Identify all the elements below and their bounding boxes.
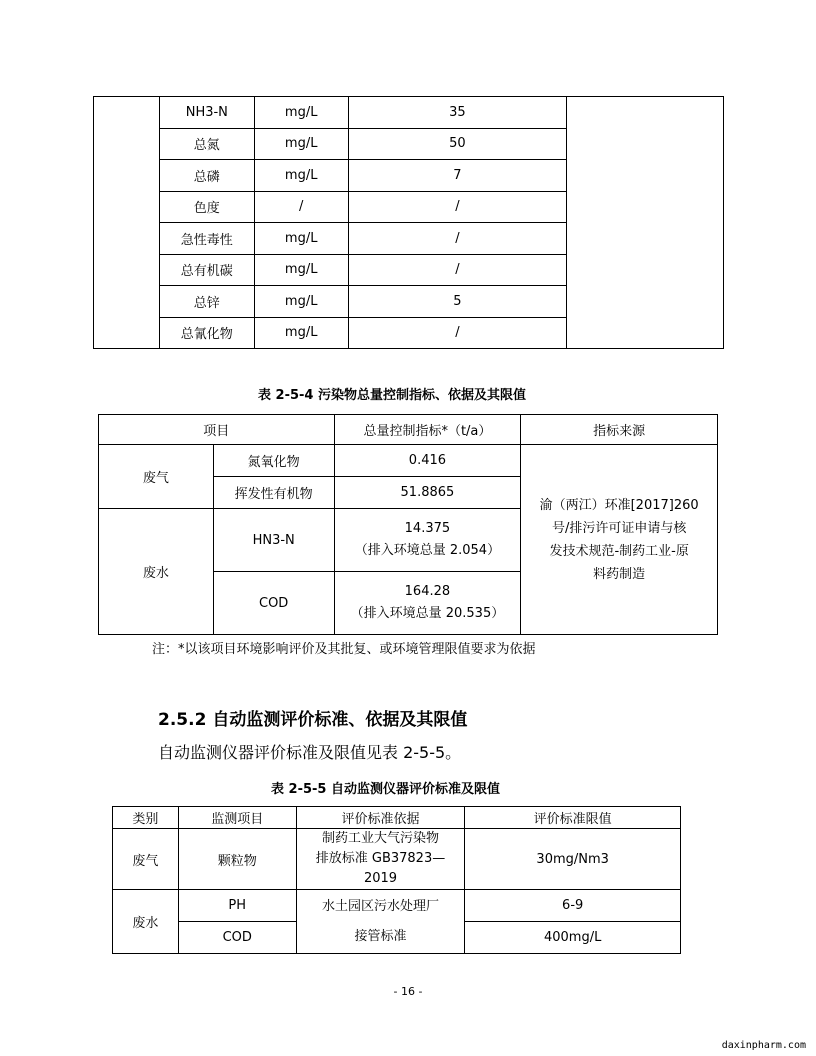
- unit-cell: mg/L: [254, 160, 348, 192]
- unit-cell: mg/L: [254, 286, 348, 318]
- header-basis: 评价标准依据: [296, 807, 465, 829]
- table-row: [99, 445, 718, 477]
- item-cell: 氮氧化物: [213, 445, 334, 477]
- item-cell: PH: [178, 890, 296, 922]
- basis-line: 制药工业大气污染物: [321, 831, 439, 846]
- item-cell: HN3-N: [213, 509, 334, 572]
- limit-value: 7: [348, 160, 567, 192]
- value-cell: [334, 572, 521, 635]
- limit-value: /: [348, 317, 567, 349]
- table-header-row: [99, 415, 718, 445]
- value-note: （排入环境总量 20.535）: [350, 606, 505, 621]
- category-water: 废水: [99, 509, 214, 635]
- category-water: 废水: [113, 890, 179, 954]
- auto-monitoring-table: [112, 806, 681, 954]
- section-paragraph: 自动监测仪器评价标准及限值见表 2-5-5。: [158, 743, 462, 762]
- limit-value: 35: [348, 97, 567, 129]
- item-cell: COD: [178, 922, 296, 954]
- table-header-row: [113, 807, 681, 829]
- pollutant-name: 总氰化物: [159, 317, 254, 349]
- item-cell: 挥发性有机物: [213, 477, 334, 509]
- source-line: 渝（两江）环准[2017]260: [539, 497, 699, 513]
- pollutant-name: 总氮: [159, 128, 254, 160]
- unit-cell: mg/L: [254, 223, 348, 255]
- unit-cell: mg/L: [254, 317, 348, 349]
- header-total-index: 总量控制指标*（t/a）: [334, 415, 521, 445]
- limit-cell: 30mg/Nm3: [465, 829, 681, 890]
- basis-cell: [296, 829, 465, 890]
- merged-right-cell: [567, 97, 724, 349]
- pollutant-name: 急性毒性: [159, 223, 254, 255]
- limit-value: /: [348, 254, 567, 286]
- table-row: [113, 890, 681, 922]
- source-line: 号/排污许可证申请与核: [551, 520, 687, 536]
- header-item: 监测项目: [178, 807, 296, 829]
- unit-cell: /: [254, 191, 348, 223]
- header-item: 项目: [99, 415, 335, 445]
- limit-cell: 6-9: [465, 890, 681, 922]
- unit-cell: mg/L: [254, 128, 348, 160]
- value-cell: [334, 509, 521, 572]
- limit-cell: 400mg/L: [465, 922, 681, 954]
- pollutant-name: 色度: [159, 191, 254, 223]
- watermark-text: daxinpharm.com: [721, 1040, 806, 1051]
- table-row: [113, 829, 681, 890]
- header-limit: 评价标准限值: [465, 807, 681, 829]
- table-row: [94, 97, 724, 129]
- basis-line: 排放标准 GB37823—: [315, 851, 446, 866]
- page-number: - 16 -: [393, 985, 423, 998]
- basis-cell: [296, 890, 465, 954]
- header-category: 类别: [113, 807, 179, 829]
- header-source: 指标来源: [521, 415, 718, 445]
- pollutant-name: 总有机碳: [159, 254, 254, 286]
- unit-cell: mg/L: [254, 97, 348, 129]
- limit-value: /: [348, 191, 567, 223]
- value-cell: 51.8865: [334, 477, 521, 509]
- source-line: 料药制造: [593, 566, 646, 582]
- basis-line: 2019: [363, 871, 398, 886]
- value-main: 14.375: [404, 521, 451, 536]
- merged-left-cell: [94, 97, 160, 349]
- limit-value: 5: [348, 286, 567, 318]
- pollutant-name: 总锌: [159, 286, 254, 318]
- value-note: （排入环境总量 2.054）: [354, 543, 501, 558]
- water-limits-table: [93, 96, 724, 349]
- value-cell: 0.416: [334, 445, 521, 477]
- value-main: 164.28: [404, 584, 451, 599]
- unit-cell: mg/L: [254, 254, 348, 286]
- table-caption-2-5-4: 表 2-5-4 污染物总量控制指标、依据及其限值: [258, 388, 526, 403]
- pollutant-name: NH3-N: [159, 97, 254, 129]
- total-control-table: [98, 414, 718, 635]
- section-heading: 2.5.2 自动监测评价标准、依据及其限值: [158, 710, 468, 730]
- source-cell: [521, 445, 718, 635]
- limit-value: 50: [348, 128, 567, 160]
- item-cell: 颗粒物: [178, 829, 296, 890]
- table-footnote: 注：*以该项目环境影响评价及其批复、或环境管理限值要求为依据: [152, 642, 536, 657]
- limit-value: /: [348, 223, 567, 255]
- category-gas: 废气: [99, 445, 214, 509]
- item-cell: COD: [213, 572, 334, 635]
- basis-line: 接管标准: [354, 928, 407, 944]
- basis-line: 水土园区污水处理厂: [321, 898, 439, 914]
- table-caption-2-5-5: 表 2-5-5 自动监测仪器评价标准及限值: [271, 782, 500, 797]
- pollutant-name: 总磷: [159, 160, 254, 192]
- source-line: 发技术规范-制药工业-原: [549, 543, 689, 559]
- category-gas: 废气: [113, 829, 179, 890]
